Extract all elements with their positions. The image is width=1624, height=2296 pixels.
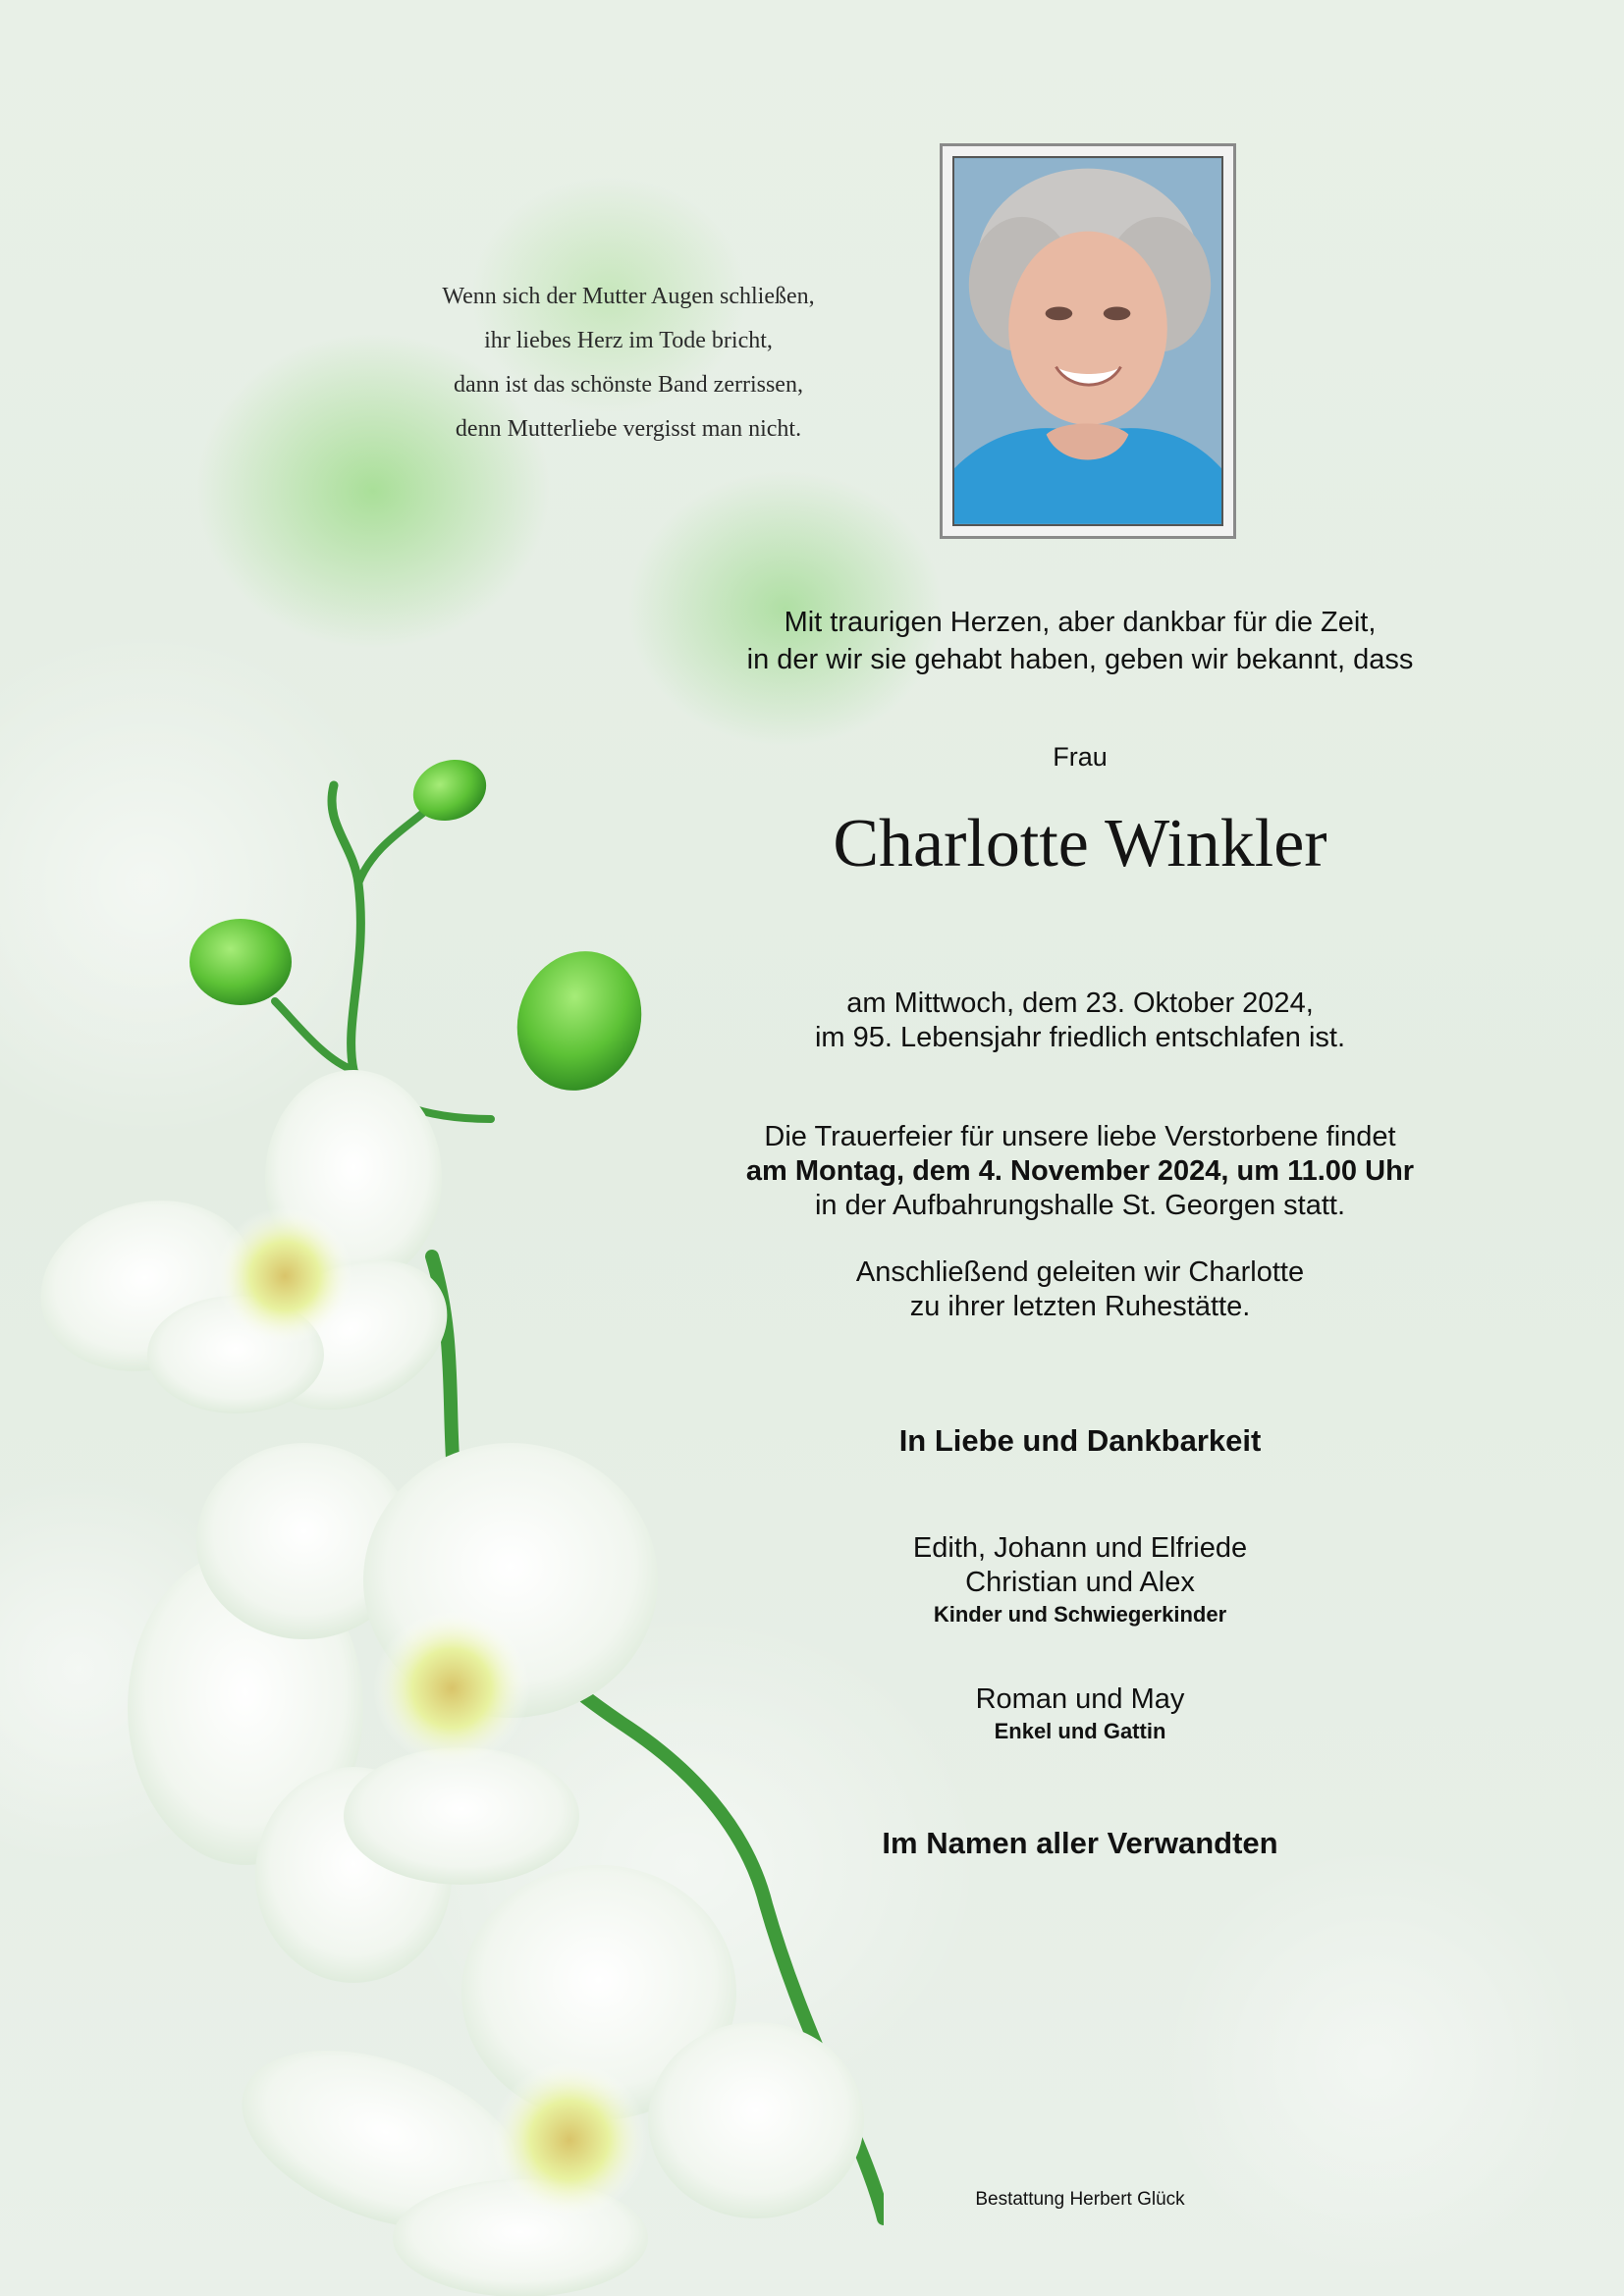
mourner-names: Christian und Alex [965,1567,1195,1598]
portrait-illustration [954,158,1221,524]
death-age-line: im 95. Lebensjahr friedlich entschlafen ist. [814,1022,1345,1053]
salutation: Frau [1053,742,1108,772]
mourner-role: Enkel und Gattin [994,1719,1166,1743]
ceremony-datetime: am Montag, dem 4. November 2024, um 11.00 Uhr [745,1155,1415,1187]
mourner-names: Edith, Johann und Elfriede [912,1532,1248,1564]
mourner-names: Roman und May [975,1683,1185,1715]
intro-line: in der wir sie gehabt haben, geben wir bekannt, dass [746,644,1414,675]
portrait-photo [952,156,1223,526]
intro-line: Mit traurigen Herzen, aber dankbar für die Zeit, [784,607,1377,638]
poem-line: Wenn sich der Mutter Augen schließen, [442,284,815,309]
burial-info [687,1255,1473,1324]
poem-line: dann ist das schönste Band zerrissen, [454,372,803,398]
funeral-home: Bestattung Herbert Glück [975,2189,1185,2210]
mourners-grandchildren [687,1682,1473,1746]
ceremony-line: Die Trauerfeier für unsere liebe Verstorbene findet [764,1121,1396,1152]
poem-line: denn Mutterliebe vergisst man nicht. [455,416,802,442]
death-date-line: am Mittwoch, dem 23. Oktober 2024, [846,988,1314,1019]
relatives-line: Im Namen aller Verwandten [882,1826,1278,1860]
ceremony-location: in der Aufbahrungshalle St. Georgen statt. [814,1190,1346,1221]
poem-line: ihr liebes Herz im Tode bricht, [484,328,773,353]
death-notice [687,987,1473,1055]
ceremony-info [687,1120,1473,1223]
burial-line: zu ihrer letzten Ruhestätte. [909,1291,1251,1322]
burial-line: Anschließend geleiten wir Charlotte [855,1256,1305,1288]
memorial-poem [363,275,893,452]
deceased-name: Charlotte Winkler [833,806,1327,881]
mourner-role: Kinder und Schwiegerkinder [933,1602,1227,1627]
orchid-illustration [0,746,884,2296]
mourners-children [687,1531,1473,1629]
portrait-frame [940,143,1236,539]
closing-phrase: In Liebe und Dankbarkeit [898,1423,1262,1458]
announcement-intro [687,604,1473,678]
